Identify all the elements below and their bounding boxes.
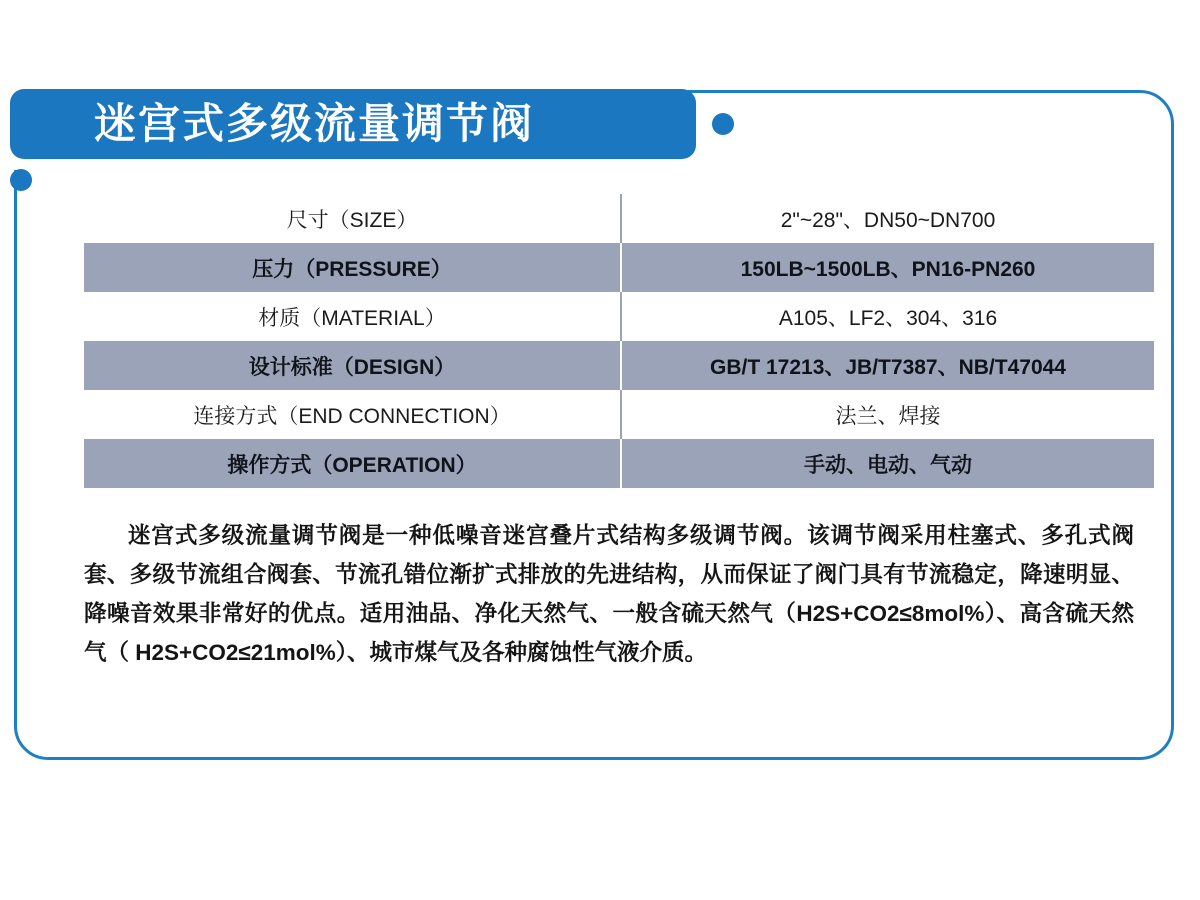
spec-value: 手动、电动、气动 — [621, 439, 1154, 488]
spec-label: 尺寸（SIZE） — [84, 194, 621, 243]
table-row — [84, 194, 1154, 243]
accent-dot-right — [712, 113, 734, 135]
spec-value: 2"~28"、DN50~DN700 — [621, 194, 1154, 243]
spec-label: 压力（PRESSURE） — [84, 243, 621, 292]
spec-table — [84, 194, 1154, 488]
table-row — [84, 292, 1154, 341]
spec-label: 设计标准（DESIGN） — [84, 341, 621, 390]
spec-value: A105、LF2、304、316 — [621, 292, 1154, 341]
spec-value: 150LB~1500LB、PN16-PN260 — [621, 243, 1154, 292]
table-row — [84, 390, 1154, 439]
product-description: 迷宫式多级流量调节阀是一种低噪音迷宫叠片式结构多级调节阀。该调节阀采用柱塞式、多孔式阀套、多级节流组合阀套、节流孔错位渐扩式排放的先进结构，从而保证了阀门具有节流稳定，降速明显、降噪音效果非常好的优点。适用油品、净化天然气、一般含硫天然气（H2S+CO2≤8mol%）、高含硫天然气（ H2S+CO2≤21mol%）、城市煤气及各种腐蚀性气液介质。 — [84, 523, 1134, 665]
spec-label: 操作方式（OPERATION） — [84, 439, 621, 488]
title-banner — [10, 89, 696, 159]
table-row — [84, 439, 1154, 488]
spec-value: 法兰、焊接 — [621, 390, 1154, 439]
spec-label: 连接方式（END CONNECTION） — [84, 390, 621, 439]
table-row — [84, 341, 1154, 390]
table-row — [84, 243, 1154, 292]
accent-dot-left — [10, 169, 32, 191]
spec-label: 材质（MATERIAL） — [84, 292, 621, 341]
spec-value: GB/T 17213、JB/T7387、NB/T47044 — [621, 341, 1154, 390]
page-title: 迷宫式多级流量调节阀 — [94, 100, 535, 147]
